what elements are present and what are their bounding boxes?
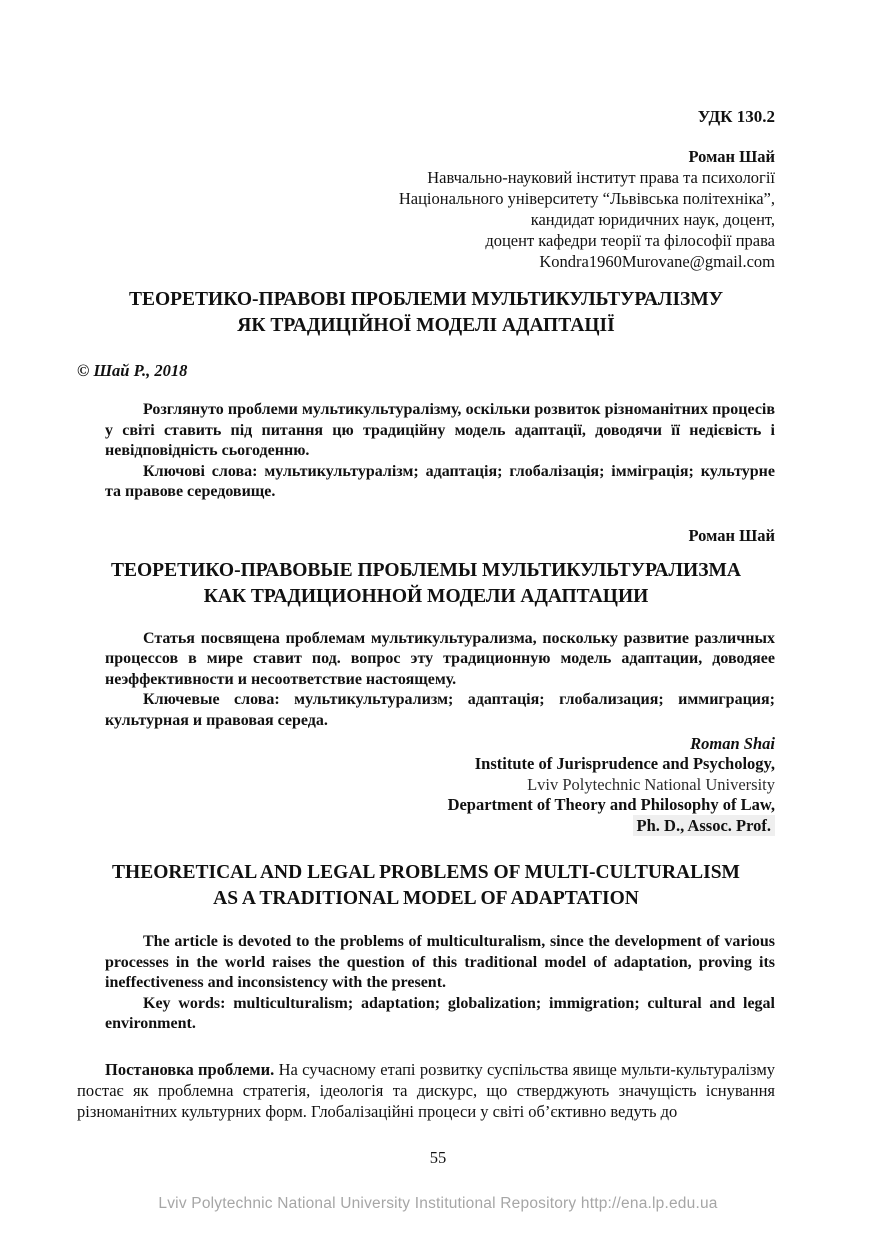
body-paragraph: [77, 1059, 775, 1122]
degree-highlight: Ph. D., Assoc. Prof.: [633, 815, 775, 836]
udc-code: УДК 130.2: [697, 107, 775, 126]
body-text: На сучасному етапі розвитку суспільства явище мульти-культуралізму постає як проблемна стратегія, ідеологія та дискурс, що стверджують значущість існування різноманітних культурних форм. Глобалізаційні процеси у світі об’єктивно ведуть до: [77, 1059, 776, 1121]
author-affiliation-line: Національного університету “Львівська політехніка”,: [398, 189, 775, 208]
author-affiliation-line: кандидат юридичних наук, доцент,: [530, 210, 775, 229]
abstract-uk: [105, 400, 775, 503]
author-affiliation-line: доцент кафедри теорії та філософії права: [485, 231, 775, 250]
author-email: Kondra1960Murovane@gmail.com: [539, 252, 775, 271]
copyright-line: © Шай Р., 2018: [77, 361, 188, 380]
author-name-en: Roman Shai: [690, 734, 775, 753]
affiliation-en-department: Department of Theory and Philosophy of Law,: [447, 795, 775, 814]
text-column: [77, 0, 775, 1122]
title-en-line1: THEORETICAL AND LEGAL PROBLEMS OF MULTI-CULTURALISM: [112, 862, 740, 883]
abstract-ru-keywords: Ключевые слова: мультикультурализм; адаптація; глобализация; иммиграция; культурная и правовая середа.: [105, 691, 775, 729]
title-ru-line2: КАК ТРАДИЦИОННОЙ МОДЕЛИ АДАПТАЦИИ: [203, 585, 649, 607]
abstract-en-keywords: Key words: multiculturalism; adaptation; globalization; immigration; cultural and legal environment.: [105, 994, 775, 1032]
abstract-en-text: The article is devoted to the problems of multiculturalism, since the development of various processes in the world raises the question of this traditional model of adaptation, proving its ineffectiveness and inconsistency with the present.: [105, 933, 775, 991]
abstract-ru-text: Статья посвящена проблемам мультикультурализма, поскольку развитие различных процессов в мире ставит под. вопрос эту традиционную модель адаптации, доводяее неэффективности и несоответствие настоящему.: [105, 629, 775, 688]
abstract-uk-text: Розглянуто проблеми мультикультуралізму, оскільки розвиток різноманітних процесів у світі ставить під питання цю традиційну модель адаптації, доводячи її недієвість і невідповідність сьогоденню.: [105, 401, 775, 459]
author-affiliation-line: Навчально-науковий інститут права та психології: [427, 168, 775, 187]
title-ru-line1: ТЕОРЕТИКО-ПРАВОВЫЕ ПРОБЛЕМЫ МУЛЬТИКУЛЬТУРАЛИЗМА: [111, 559, 741, 581]
title-en-line2: AS A TRADITIONAL MODEL OF ADAPTATION: [213, 888, 639, 909]
affiliation-en-university: Lviv Polytechnic National University: [527, 774, 775, 794]
abstract-ru: [105, 629, 775, 732]
abstract-uk-keywords: Ключові слова: мультикультуралізм; адаптація; глобалізація; імміграція; культурне та правове середовище.: [105, 462, 775, 500]
abstract-en: [105, 932, 775, 1035]
page-number: 55: [429, 1148, 447, 1167]
section-heading: Постановка проблеми.: [105, 1059, 275, 1079]
title-ru: [77, 558, 775, 610]
author-block-uk: [77, 146, 775, 272]
title-uk-line1: ТЕОРЕТИКО-ПРАВОВІ ПРОБЛЕМИ МУЛЬТИКУЛЬТУРАЛІЗМУ: [128, 289, 724, 310]
affiliation-en-institute: Institute of Jurisprudence and Psychology,: [474, 754, 775, 773]
author-name-uk: Роман Шай: [688, 147, 775, 166]
title-en: [77, 860, 775, 912]
affiliation-en-degree: [77, 816, 775, 837]
author-name-ru: Роман Шай: [688, 525, 775, 545]
title-uk: [77, 287, 775, 339]
repository-footer: Lviv Polytechnic National University Institutional Repository http://ena.lp.edu.ua: [158, 1195, 718, 1212]
author-block-en: [77, 754, 775, 836]
title-uk-line2: ЯК ТРАДИЦІЙНОЇ МОДЕЛІ АДАПТАЦІЇ: [237, 315, 615, 336]
